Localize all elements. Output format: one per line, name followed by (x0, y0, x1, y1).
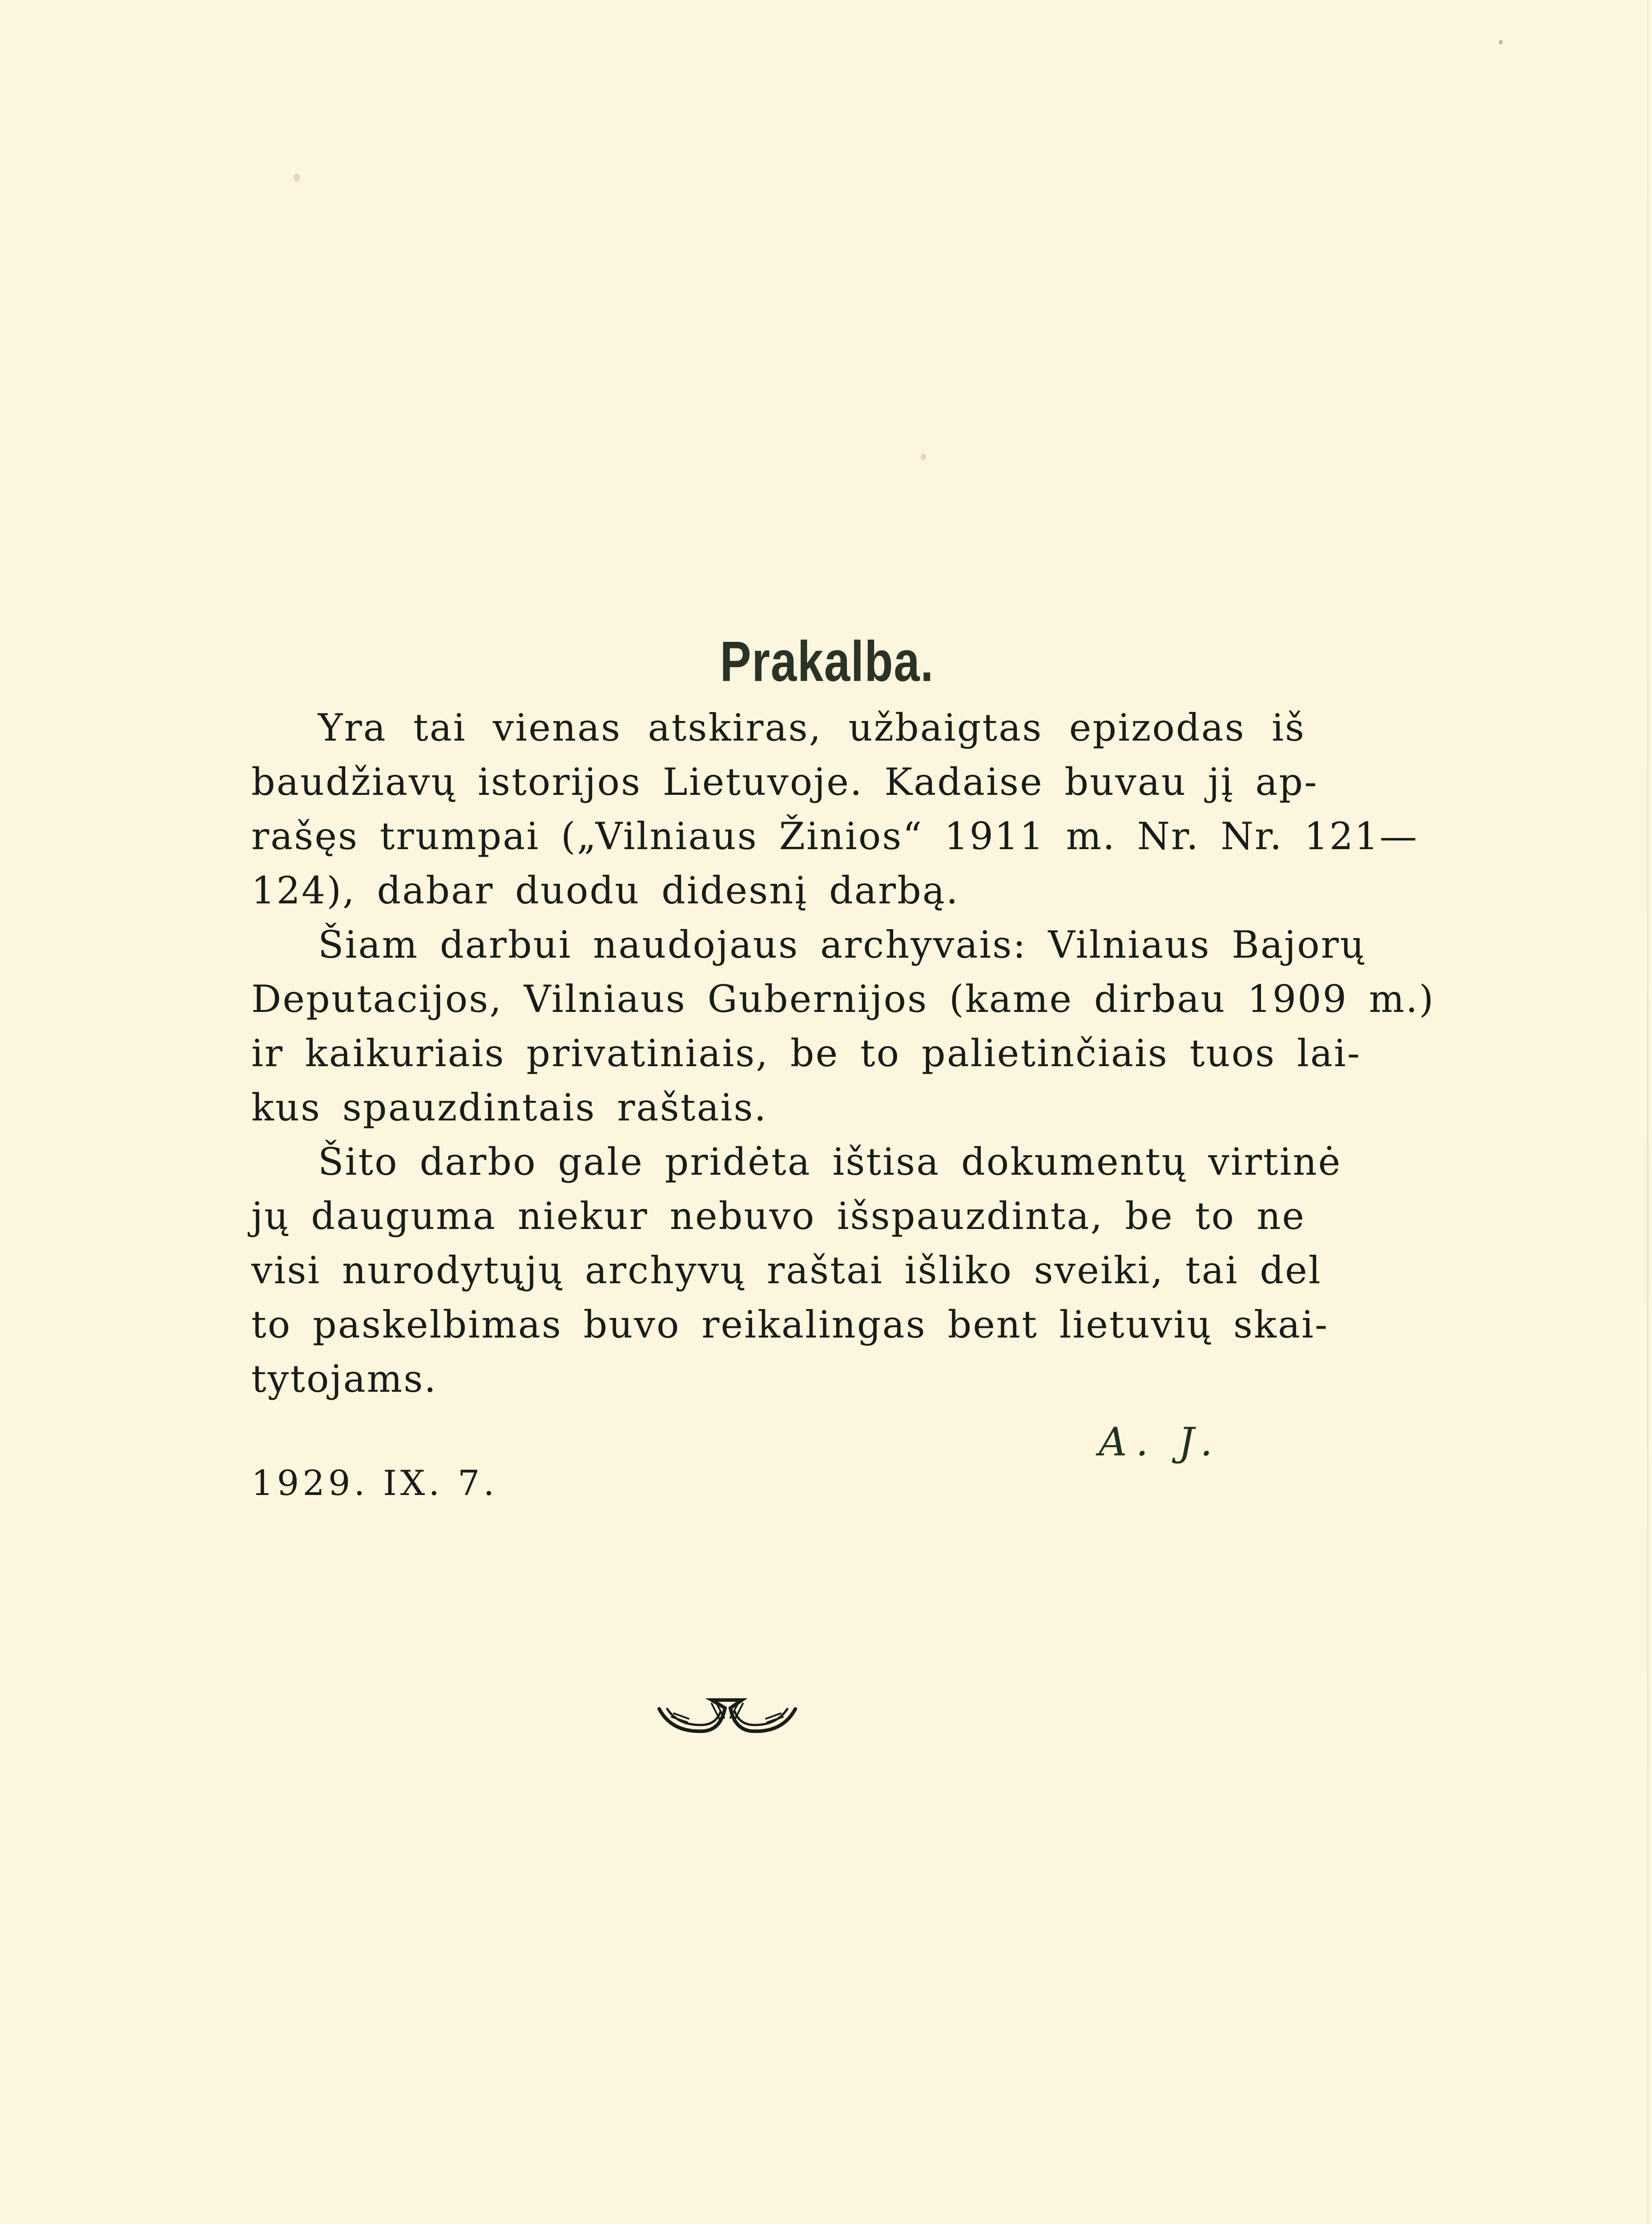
text-line: 124), dabar duodu didesnį darbą. (251, 869, 959, 912)
paragraph-3 (251, 1135, 1342, 1406)
preface-body (251, 701, 1435, 1406)
text-line: rašęs trumpai („Vilniaus Žinios“ 1911 m. Nr. Nr. 121— (251, 814, 1418, 858)
text-line: tytojams. (251, 1357, 438, 1401)
text-line: jų dauguma niekur nebuvo išspauzdinta, be to ne (251, 1194, 1305, 1238)
date-line: 1929. IX. 7. (251, 1463, 498, 1503)
paper-speck (921, 454, 926, 460)
text-line: kus spauzdintais raštais. (251, 1086, 768, 1129)
page-title: Prakalba. (720, 629, 935, 693)
text-line: ir kaikuriais privatiniais, be to palietinčiais tuos lai- (251, 1031, 1362, 1075)
paragraph-2 (251, 918, 1435, 1135)
text-line: Deputacijos, Vilniaus Gubernijos (kame dirbau 1909 m.) (251, 977, 1435, 1021)
text-line: visi nurodytųjų archyvų raštai išliko sveiki, tai del (251, 1249, 1322, 1292)
text-line: Šito darbo gale pridėta ištisa dokumentų virtinė (318, 1140, 1342, 1184)
text-line: Šiam darbui naudojaus archyvais: Vilniaus Bajorų (318, 923, 1366, 967)
paper-speck (294, 173, 300, 181)
paragraph-1 (251, 701, 1418, 918)
text-line: Yra tai vienas atskiras, užbaigtas epizodas iš (318, 706, 1305, 749)
author-initials: A. J. (1099, 1419, 1221, 1465)
text-line: baudžiavų istorijos Lietuvoje. Kadaise buvau jį ap- (251, 760, 1318, 804)
page-edge (1647, 0, 1648, 2224)
tailpiece-ornament-icon (654, 1690, 801, 1739)
paper-speck (1499, 40, 1503, 44)
text-line: to paskelbimas buvo reikalingas bent lietuvių skai- (251, 1303, 1329, 1346)
